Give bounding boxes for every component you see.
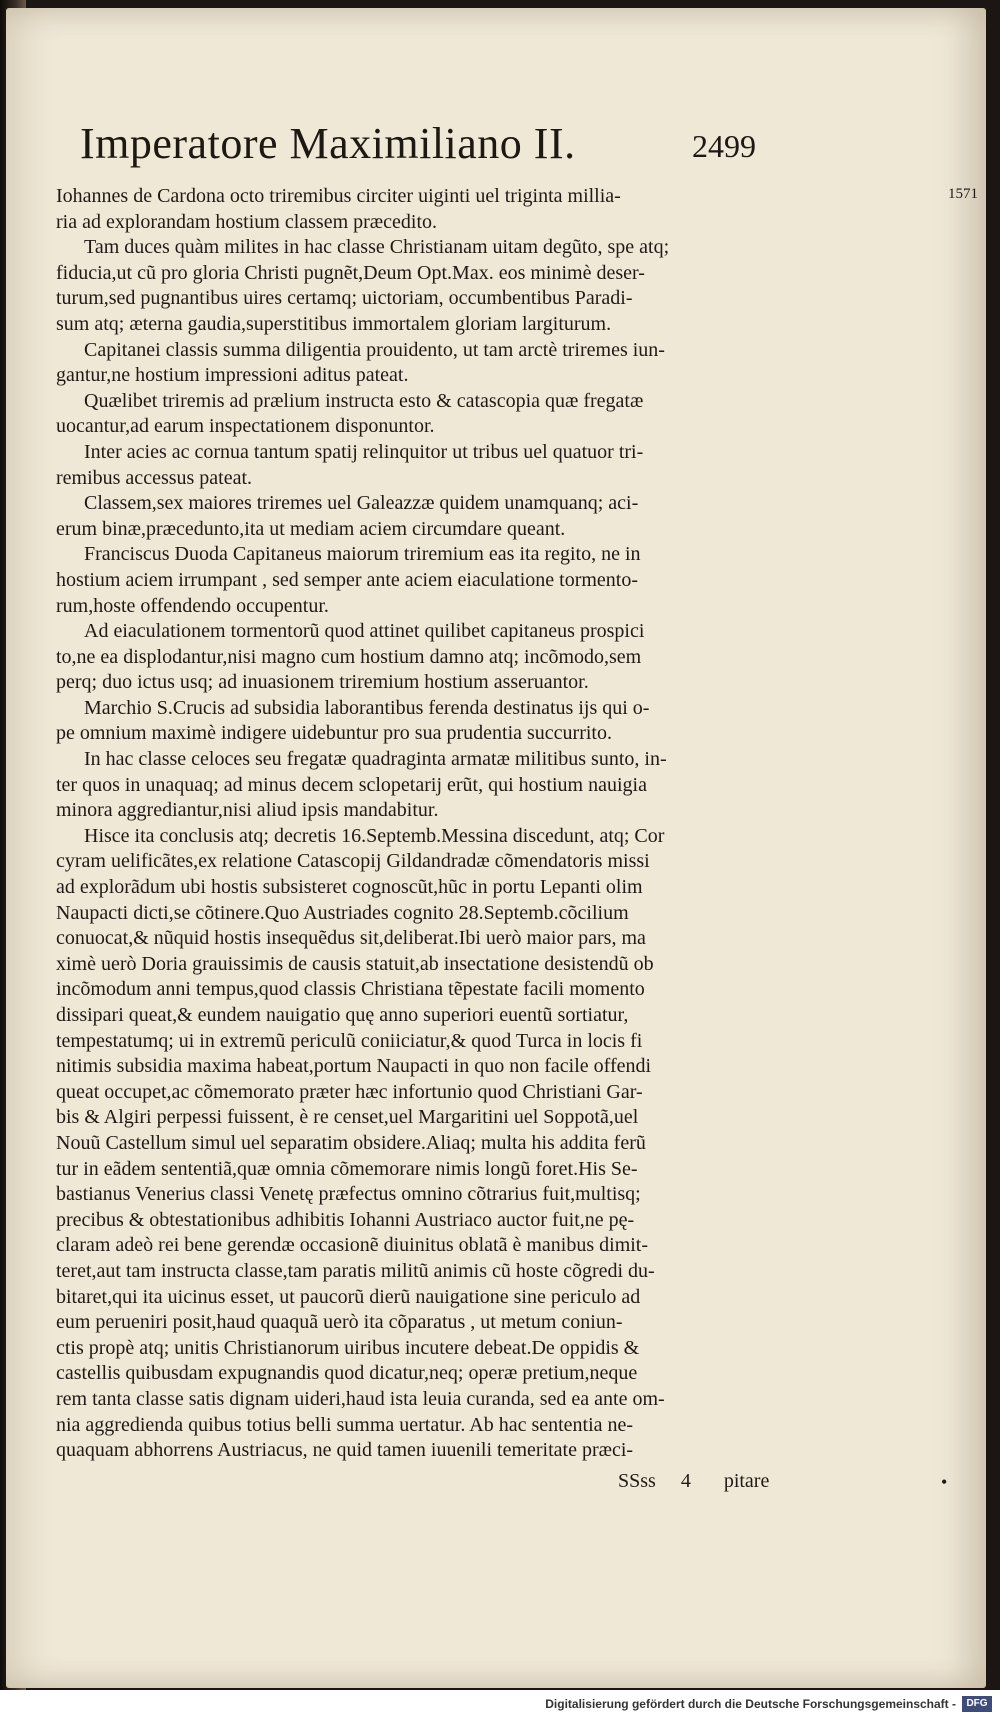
text-line: hostium aciem irrumpant , sed semper ante aciem eiaculatione tormento- [56,568,639,591]
text-line: nitimis subsidia maxima habeat,portum Naupacti in quo non facile offendi [56,1055,652,1078]
text-line: turum,sed pugnantibus uires certamq; uictoriam, occumbentibus Paradi- [56,287,633,310]
text-line: precibus & obtestationibus adhibitis Iohanni Austriaco auctor fuit,ne pę- [56,1208,635,1231]
text-line: rem tanta classe satis dignam uideri,haud ista leuia curanda, sed ea ante om- [56,1387,665,1410]
text-line: ximè uerò Doria grauissimis de causis statuit,ab insectatione desistendũ ob [56,952,654,975]
text-line: Iohannes de Cardona octo triremibus circiter uiginti uel triginta millia- [56,185,621,207]
text-line: Nouũ Castellum simul uel separatim obsidere.Aliaq; multa his addita ferũ [56,1131,646,1154]
text-line: ter quos in unaquaq; ad minus decem sclopetarij erũt, qui hostium nauigia [56,773,647,796]
text-line: Capitanei classis summa diligentia prouidento, ut tam arctè triremes iun- [84,338,665,361]
margin-year-note: 1571 [948,186,978,202]
text-line: nia aggredienda quibus totius belli summa uertatur. Ab hac sententia ne- [56,1413,634,1436]
text-line: perq; duo ictus usq; ad inuasionem triremium hostium asseruantor. [56,671,589,694]
text-line: claram adeò rei bene gerendæ occasionẽ diuinitus oblatã è manibus dimit- [56,1234,649,1257]
text-line: incõmodum anni tempus,quod classis Christiana tẽpestate facili momento [56,978,645,1001]
text-line: Classem,sex maiores triremes uel Galeazzæ quidem unamquanq; aci- [84,492,639,515]
signature-number: 4 [680,1470,691,1492]
signature-mark: SSss [618,1470,656,1492]
text-line: gantur,ne hostium impressioni aditus pateat. [56,364,409,387]
text-line: queat occupet,ac cõmemorato præter hæc infortunio quod Christiani Gar- [56,1080,643,1103]
text-line: ad explorãdum ubi hostis subsisteret cognoscũt,hũc in portu Lepanti olim [56,876,643,899]
text-line: pe omnium maximè indigere uidebuntur pro sua prudentia succurrito. [56,722,612,745]
body-text [56,184,886,1464]
text-line: Tam duces quàm milites in hac classe Christianam uitam degũto, spe atq; [84,236,670,259]
text-line: Franciscus Duoda Capitaneus maiorum triremium eas ita regito, ne in [84,543,641,566]
text-line: to,ne ea displodantur,nisi magno cum hostium damno atq; incõmodo,sem [56,645,642,668]
text-line: quaquam abhorrens Austriacus, ne quid tamen iuuenili temeritate præci- [56,1439,634,1462]
text-line: ria ad explorandam hostium classem præcedito. [56,210,438,233]
text-line: sum atq; æterna gaudia,superstitibus immortalem gloriam largiturum. [56,312,612,335]
page-title: Imperatore Maximiliano II. [80,119,576,168]
text-line: tur in eãdem sententiã,quæ omnia cõmemorare nimis longũ foret.His Se- [56,1157,638,1180]
credit-bar [0,1690,1000,1722]
text-line: teret,aut tam instructa classe,tam paratis militũ animis cũ hoste cõgredi du- [56,1259,655,1282]
text-line: Hisce ita conclusis atq; decretis 16.Septemb.Messina discedunt, atq; Cor [84,824,665,847]
text-line: bis & Algiri perpessi fuissent, è re censet,uel Margaritini uel Soppotã,uel [56,1106,639,1129]
margin-mark: • [941,1472,948,1492]
text-line: minora aggrediantur,nisi aliud ipsis mandabitur. [56,799,439,822]
text-line: In hac classe celoces seu fregatæ quadraginta armatæ militibus sunto, in- [84,748,667,771]
page-footer [618,1470,818,1493]
text-line: dissipari queat,& eundem nauigatio quę anno superiori euentũ sortiatur, [56,1004,629,1026]
text-line: conuocat,& nũquid hostis insequẽdus sit,deliberat.Ibi uerò maior pars, ma [56,927,646,950]
running-head [80,118,960,178]
text-line: uocantur,ad earum inspectationem disponuntor. [56,415,435,438]
text-line: Marchio S.Crucis ad subsidia laborantibus ferenda destinatus ijs qui o- [84,696,650,719]
text-line: rum,hoste offendendo occupentur. [56,594,329,617]
page-number: 2499 [692,128,756,164]
funding-credit: Digitalisierung gefördert durch die Deutsche Forschungsgemeinschaft - [545,1697,956,1711]
text-line: fiducia,ut cũ pro gloria Christi pugnẽt,Deum Opt.Max. eos minimè deser- [56,261,645,284]
text-line: eum perueniri posit,haud quaquã uerò ita cõparatus , ut metum coniun- [56,1311,623,1334]
text-line: Inter acies ac cornua tantum spatij relinquitor ut tribus uel quatuor tri- [84,440,644,463]
text-line: Quælibet triremis ad prælium instructa esto & catascopia quæ fregatæ [84,389,644,412]
text-line: tempestatumq; ui in extremũ periculũ coniiciatur,& quod Turca in locis fi [56,1029,643,1052]
text-line: Ad eiaculationem tormentorũ quod attinet quilibet capitaneus prospici [84,620,645,643]
text-line: bitaret,qui ita uicinus esset, ut paucorũ dierũ nauigatione sine periculo ad [56,1285,641,1308]
text-line: bastianus Venerius classi Venetę præfectus omnino cõtrarius fuit,multisq; [56,1183,641,1206]
text-line: Naupacti dicti,se cõtinere.Quo Austriades cognito 28.Septemb.cõcilium [56,901,629,924]
catchword: pitare [723,1470,770,1492]
text-line: remibus accessus pateat. [56,466,253,489]
text-line: castellis quibusdam expugnandis quod dicatur,neq; operæ pretium,neque [56,1362,638,1385]
text-line: cyram uelificãtes,ex relatione Catascopij Gildandradæ cõmendatoris missi [56,850,650,873]
dfg-logo-icon: DFG [962,1696,992,1712]
text-line: ctis propè atq; unitis Christianorum uiribus incutere debeat.De oppidis & [56,1336,640,1359]
text-line: erum binæ,præcedunto,ita ut mediam aciem circumdare queant. [56,517,566,540]
